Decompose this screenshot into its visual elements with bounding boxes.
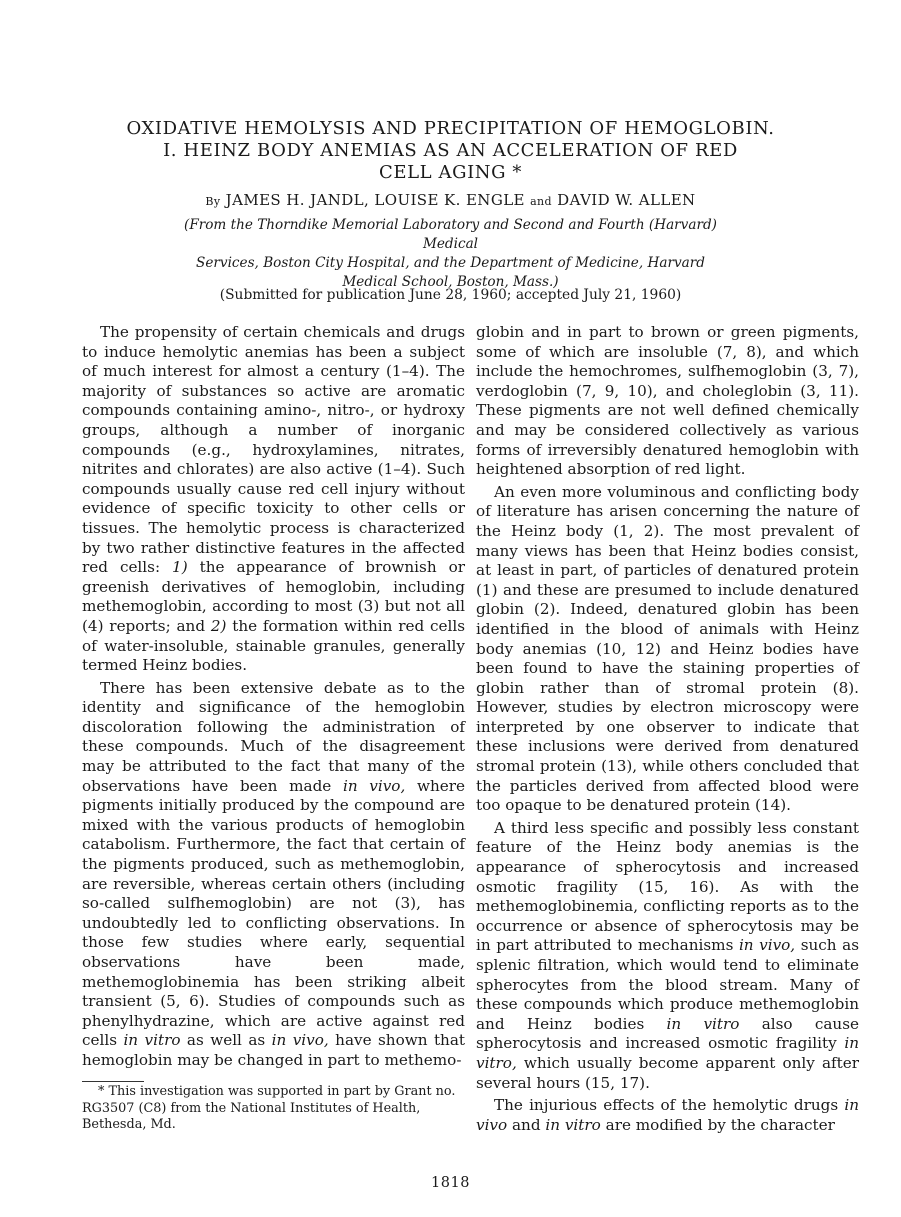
p1-number-2: 2)	[210, 616, 227, 635]
byline-authors-a: JAMES H. JANDL, LOUISE K. ENGLE	[225, 191, 525, 209]
submission-dates: (Submitted for publication June 28, 1960; accepted July 21, 1960)	[219, 287, 682, 303]
left-column	[82, 323, 465, 1071]
affiliation-line-2: Services, Boston City Hospital, and the Department of Medicine, Harvard	[196, 255, 705, 271]
r4-italic-2: in vitro	[545, 1115, 601, 1134]
title-line-2: I. HEINZ BODY ANEMIAS AS AN ACCELERATION OF RED	[163, 140, 738, 161]
affiliation-line-3: Medical School, Boston, Mass.)	[342, 274, 559, 290]
paragraph-3: An even more voluminous and conflicting body of literature has arisen concerning the nature of the Heinz body (1, 2). The most prevalent of many views has been that Heinz bodies consist, at least in part, of particles of denatured protein (1) and these are presumed to include denatured globin (2). Indeed, denatured globin has been identified in the blood of animals with Heinz body anemias (10, 12) and Heinz bodies have been found to have the staining properties of globin rather than of stromal protein (8). However, studies by electron microscopy were interpreted by one observer to indicate that these inclusions were derived from denatured stromal protein (13), while others concluded that the particles derived from affected blood were too opaque to be denatured protein (14).	[476, 482, 859, 815]
paragraph-5	[476, 1096, 859, 1135]
p2-italic-3: in vivo,	[271, 1031, 329, 1050]
r4-text-b: and	[507, 1115, 546, 1134]
article-title	[120, 118, 781, 184]
r3-text-d: which usually become apparent only after several hours (15, 17).	[476, 1053, 859, 1092]
r4-text-a: The injurious effects of the hemolytic drugs	[494, 1096, 845, 1115]
r3-italic-1: in vivo,	[738, 936, 796, 955]
r3-text-a: A third less specific and possibly less constant feature of the Heinz body anemias is the appearance of spherocytosis and increased osmotic fragility (15, 16). As with the methemoglobinemia, conflicting reports as to the occurrence or absence of spherocytosis may be in part attributed to mechanisms	[476, 818, 859, 955]
p2-italic-2: in vitro	[123, 1031, 181, 1050]
r4-italic-1: in vivo	[476, 1096, 859, 1134]
paragraph-continued: globin and in part to brown or green pigments, some of which are insoluble (7, 8), and which include the hemochromes, sulfhemoglobin (3, 7), verdoglobin (7, 9, 10), and choleglobin (3, 11). These pigments are not well defined chemically and may be considered collectively as various forms of irreversibly denatured hemoglobin with heightened absorption of red light.	[476, 323, 859, 479]
footnote-divider	[82, 1081, 144, 1082]
r3-text-b: such as splenic filtration, which would tend to eliminate spherocytes from the blood stream. Many of these compounds which produce methemoglobin and Heinz bodies	[476, 936, 859, 1033]
byline-by: By	[205, 195, 221, 208]
footnote-text: * This investigation was supported in part by Grant no. RG3507 (C8) from the National Institutes of Health, Bethesda, Md.	[82, 1084, 456, 1132]
p2-text-b: where pigments initially produced by the compound are mixed with the various products of hemoglobin catabolism. Furthermore, the fact that certain of the pigments produced, such as methemoglobin, are reversible, whereas certain others (including so-called sulfhemoglobin) are not (3), has undoubtedly led to conflicting observations. In those few studies where early, sequential observations have been made, methemoglobinemia has been striking albeit transient (5, 6). Studies of compounds such as phenylhydrazine, which are active against red cells	[82, 776, 465, 1050]
p1-text-a: The propensity of certain chemicals and drugs to induce hemolytic anemias has been a subject of much interest for almost a century (1–4). The majority of substances so active are aromatic compounds containing amino-, nitro-, or hydroxy groups, although a number of inorganic compounds (e.g., hydroxylamines, nitrates, nitrites and chlorates) are also active (1–4). Such compounds usually cause red cell injury without evidence of specific toxicity to other cells or tissues. The hemolytic process is characterized by two rather distinctive features in the affected red cells:	[82, 323, 465, 577]
r3-italic-3: in vitro,	[476, 1034, 859, 1072]
footnote	[82, 1084, 465, 1134]
byline-authors-b: DAVID W. ALLEN	[557, 191, 696, 209]
right-column	[476, 323, 859, 1135]
paragraph-4	[476, 819, 859, 1093]
affiliation	[160, 216, 741, 292]
p2-text-d: have shown that hemoglobin may be changed in part to methemo-	[82, 1031, 465, 1069]
r4-text-c: are modified by the character	[600, 1115, 835, 1134]
p2-italic-1: in vivo,	[342, 776, 406, 795]
p1-number-1: 1)	[172, 558, 188, 577]
p1-text-c: the formation within red cells of water-insoluble, stainable granules, generally termed Heinz bodies.	[82, 616, 465, 675]
p2-text-c: as well as	[180, 1031, 272, 1050]
title-line-1: OXIDATIVE HEMOLYSIS AND PRECIPITATION OF HEMOGLOBIN.	[126, 118, 775, 139]
paragraph-2	[82, 679, 465, 1071]
affiliation-line-1: (From the Thorndike Memorial Laboratory and Second and Fourth (Harvard) Medical	[184, 217, 717, 252]
r3-italic-2: in vitro	[666, 1014, 740, 1033]
paragraph-1	[82, 323, 465, 676]
title-line-3: CELL AGING *	[378, 162, 523, 183]
r3-text-c: also cause spherocytosis and increased osmotic fragility	[476, 1014, 859, 1053]
byline-and: and	[530, 195, 552, 208]
page-number: 1818	[431, 1175, 470, 1191]
author-byline	[120, 190, 781, 212]
p2-text-a: There has been extensive debate as to the identity and significance of the hemoglobin discoloration following the administration of these compounds. Much of the disagreement may be attributed to the fact that many of the observations have been made	[82, 678, 465, 795]
p1-text-b: the appearance of brownish or greenish derivatives of hemoglobin, including methemoglobin, according to most (3) but not all (4) reports; and	[82, 558, 465, 635]
